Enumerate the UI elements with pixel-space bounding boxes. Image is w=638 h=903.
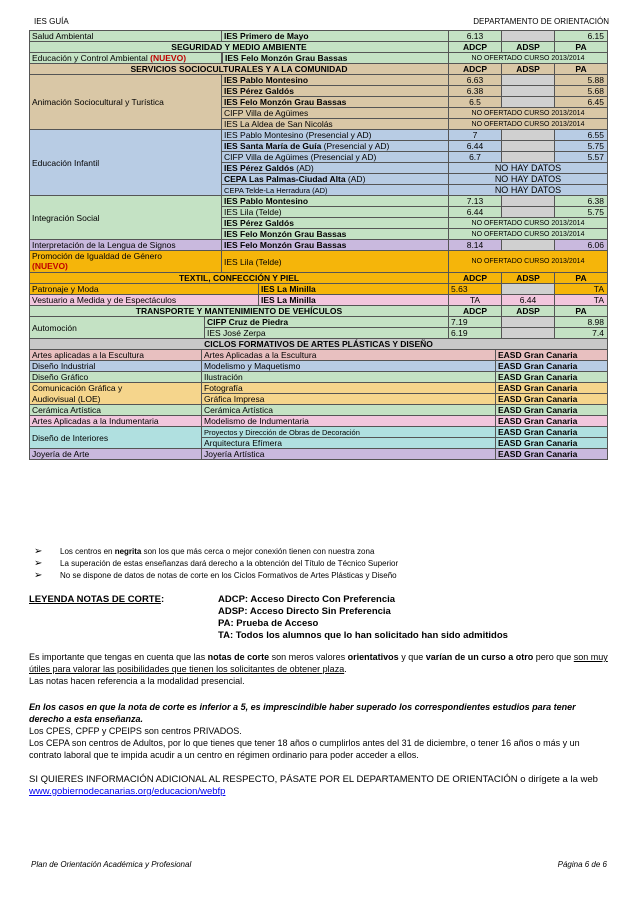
cycle-cell: Gráfica Impresa	[202, 394, 496, 405]
paragraph-info: SI QUIERES INFORMACIÓN ADICIONAL AL RESPECTO, PÁSATE POR EL DEPARTAMENTO DE ORIENTACIÓN o dirígete a la web www.gobiernodecanarias.org/educacion/webfp	[29, 774, 598, 797]
centre-cell: CIFP Cruz de Piedra	[205, 317, 449, 328]
family-cell: Diseño Gráfico	[30, 372, 202, 383]
centre-cell: CIFP Villa de Agüimes	[222, 108, 449, 119]
family-cell: Diseño de Interiores	[30, 427, 202, 449]
table-row	[30, 251, 608, 273]
adcp-cell: 6.44	[449, 207, 502, 218]
grades-table	[29, 30, 608, 460]
section-title: SEGURIDAD Y MEDIO AMBIENTE	[30, 42, 449, 53]
family-cell: Comunicación Gráfica y Audiovisual (LOE)	[30, 383, 202, 405]
adsp-cell	[502, 240, 555, 251]
centre-cell: IES Lila (Telde)	[222, 207, 449, 218]
adcp-cell: 6.5	[449, 97, 502, 108]
footer-left: Plan de Orientación Académica y Profesional	[31, 860, 192, 869]
note-cell: NO OFERTADO CURSO 2013/2014	[449, 229, 608, 240]
arrow-bullet-icon: ➢	[34, 546, 43, 557]
adcp-cell: 7.19	[449, 317, 502, 328]
webfp-link[interactable]: www.gobiernodecanarias.org/educacion/webfp	[29, 786, 226, 797]
table-row	[30, 295, 608, 306]
centre-cell: IES Primero de Mayo	[222, 31, 449, 42]
section-header	[30, 42, 608, 53]
nuevo-tag: (NUEVO)	[32, 261, 68, 271]
adcp-cell: 6.44	[449, 141, 502, 152]
header-left: IES GUÍA	[34, 17, 69, 26]
pa-cell: 8.98	[555, 317, 608, 328]
section-header	[30, 339, 608, 350]
centre-cell: CEPA Telde-La Herradura (AD)	[222, 185, 449, 196]
adsp-cell	[502, 207, 555, 218]
centre-cell: IES José Zerpa	[205, 328, 449, 339]
adcp-cell: 6.7	[449, 152, 502, 163]
paragraph-requirements: En los casos en que la nota de corte es inferior a 5, es imprescindible haber superado los correspondientes estudios para tener derecho a esta enseñanza. Los CPES, CPFP y CPEIPS son centros PRIVADOS. Los CEPA son centros de Adultos, por lo que tienes que tener 18 años o cumplirlos antes del 31 de diciembre, o tener 16 años o más y un contrato laboral que te impida acudir a un centro en régimen ordinario para poder acceder a ellos.	[29, 702, 580, 760]
col-adcp: ADCP	[449, 273, 502, 284]
adcp-cell: 6.13	[449, 31, 502, 42]
note-cell: NO HAY DATOS	[449, 174, 608, 185]
animacion-block	[30, 75, 608, 130]
note-cell: NO HAY DATOS	[449, 163, 608, 174]
family-cell: Salud Ambiental	[30, 31, 222, 42]
note-cell: NO OFERTADO CURSO 2013/2014	[449, 251, 608, 273]
section-header	[30, 64, 608, 75]
centre-cell: EASD Gran Canaria	[496, 438, 608, 449]
col-pa: PA	[555, 42, 608, 53]
pa-cell: 7.4	[555, 328, 608, 339]
col-pa: PA	[555, 273, 608, 284]
adsp-cell	[502, 196, 555, 207]
adsp-cell: 6.44	[502, 295, 555, 306]
legend-title: LEYENDA NOTAS DE CORTE:	[29, 594, 165, 605]
centre-cell: IES Santa María de Guía (Presencial y AD)	[222, 141, 449, 152]
note-cell: NO HAY DATOS	[449, 185, 608, 196]
bullet-3: ➢ No se dispone de datos de notas de corte en los Ciclos Formativos de Artes Plásticas y Diseño	[34, 570, 397, 581]
pa-cell: 6.45	[555, 97, 608, 108]
cycle-cell: Arquitectura Efímera	[202, 438, 496, 449]
col-adsp: ADSP	[502, 306, 555, 317]
cycle-cell: Cerámica Artística	[202, 405, 496, 416]
family-cell: Artes Aplicadas a la Indumentaria	[30, 416, 202, 427]
note-cell: NO OFERTADO CURSO 2013/2014	[449, 53, 608, 64]
table-row	[30, 240, 608, 251]
pa-cell: 5.75	[555, 141, 608, 152]
family-cell: Animación Sociocultural y Turística	[30, 75, 222, 130]
adsp-cell	[502, 317, 555, 328]
centre-cell: EASD Gran Canaria	[496, 405, 608, 416]
pa-cell: 6.38	[555, 196, 608, 207]
pa-cell: TA	[555, 295, 608, 306]
centre-cell: IES La Aldea de San Nicolás	[222, 119, 449, 130]
col-adcp: ADCP	[449, 42, 502, 53]
centre-cell: IES Felo Monzón Grau Bassas	[222, 97, 449, 108]
integracion-block	[30, 196, 608, 240]
nuevo-tag: (NUEVO)	[150, 53, 187, 63]
cycle-cell: Proyectos y Dirección de Obras de Decoración	[202, 427, 496, 438]
art-block	[30, 350, 608, 460]
section-title: CICLOS FORMATIVOS DE ARTES PLÁSTICAS Y DISEÑO	[30, 339, 608, 350]
centre-cell: EASD Gran Canaria	[496, 416, 608, 427]
centre-cell: IES Lila (Telde)	[222, 251, 449, 273]
centre-cell: IES Pablo Montesino	[222, 196, 449, 207]
family-cell: Educación Infantil	[30, 130, 222, 196]
legend-list: ADCP: Acceso Directo Con Preferencia ADSP: Acceso Directo Sin Preferencia PA: Prueba de Acceso TA: Todos los alumnos que lo han solicitado han sido admitidos	[218, 594, 508, 641]
adsp-cell	[502, 328, 555, 339]
family-cell: Joyería de Arte	[30, 449, 202, 460]
centre-cell: EASD Gran Canaria	[496, 394, 608, 405]
family-cell: Cerámica Artística	[30, 405, 202, 416]
adsp-cell	[502, 97, 555, 108]
header-right: DEPARTAMENTO DE ORIENTACIÓN	[473, 17, 609, 26]
infantil-block	[30, 130, 608, 196]
automocion-block	[30, 317, 608, 339]
adsp-cell	[502, 86, 555, 97]
centre-cell: IES Pérez Galdós (AD)	[222, 163, 449, 174]
col-adcp: ADCP	[449, 64, 502, 75]
adcp-cell: 7.13	[449, 196, 502, 207]
family-cell: Automoción	[30, 317, 205, 339]
adsp-cell	[502, 284, 555, 295]
pa-cell: 6.55	[555, 130, 608, 141]
bullet-1: ➢ Los centros en negrita son los que más cerca o mejor conexión tienen con nuestra zona	[34, 546, 375, 557]
col-pa: PA	[555, 64, 608, 75]
pa-cell: 5.88	[555, 75, 608, 86]
adsp-cell	[502, 130, 555, 141]
pa-cell: 5.75	[555, 207, 608, 218]
footer-page: Página 6 de 6	[557, 860, 607, 869]
family-cell: Integración Social	[30, 196, 222, 240]
cycle-cell: Fotografía	[202, 383, 496, 394]
pa-cell: 5.57	[555, 152, 608, 163]
family-cell: Educación y Control Ambiental (NUEVO)	[30, 53, 222, 64]
paragraph-notes: Es importante que tengas en cuenta que las notas de corte son meros valores orientativos y que varían de un curso a otro pero que son muy útiles para valorar las posibilidades que tienen los solicitantes de obtener plaza. Las notas hacen referencia a la modalidad presencial.	[29, 652, 608, 686]
centre-cell: IES Felo Monzón Grau Bassas	[222, 53, 449, 64]
adsp-cell	[502, 31, 555, 42]
family-cell: Interpretación de la Lengua de Signos	[30, 240, 222, 251]
adcp-cell: 6.38	[449, 86, 502, 97]
note-cell: NO OFERTADO CURSO 2013/2014	[449, 119, 608, 130]
section-title: SERVICIOS SOCIOCULTURALES Y A LA COMUNIDAD	[30, 64, 449, 75]
centre-cell: EASD Gran Canaria	[496, 372, 608, 383]
adcp-cell: 7	[449, 130, 502, 141]
family-cell: Vestuario a Medida y de Espectáculos	[30, 295, 259, 306]
centre-cell: CEPA Las Palmas-Ciudad Alta (AD)	[222, 174, 449, 185]
adsp-cell	[502, 152, 555, 163]
adsp-cell	[502, 141, 555, 152]
adcp-cell: 8.14	[449, 240, 502, 251]
cycle-cell: Modelismo y Maquetismo	[202, 361, 496, 372]
family-cell: Promoción de Igualdad de Género (NUEVO)	[30, 251, 222, 273]
centre-cell: IES Felo Monzón Grau Bassas	[222, 240, 449, 251]
note-cell: NO OFERTADO CURSO 2013/2014	[449, 108, 608, 119]
centre-cell: EASD Gran Canaria	[496, 449, 608, 460]
col-pa: PA	[555, 306, 608, 317]
section-title: TRANSPORTE Y MANTENIMIENTO DE VEHÍCULOS	[30, 306, 449, 317]
centre-cell: IES Felo Monzón Grau Bassas	[222, 229, 449, 240]
arrow-bullet-icon: ➢	[34, 558, 43, 569]
centre-cell: EASD Gran Canaria	[496, 361, 608, 372]
adcp-cell: 6.63	[449, 75, 502, 86]
pa-cell: 6.06	[555, 240, 608, 251]
pa-cell: 5.68	[555, 86, 608, 97]
family-cell: Diseño Industrial	[30, 361, 202, 372]
pa-cell: 6.15	[555, 31, 608, 42]
centre-cell: IES La Minilla	[259, 284, 449, 295]
section-header	[30, 306, 608, 317]
section-title: TEXTIL, CONFECCIÓN Y PIEL	[30, 273, 449, 284]
centre-cell: CIFP Villa de Agüimes (Presencial y AD)	[222, 152, 449, 163]
table-row	[30, 31, 608, 42]
section-header	[30, 273, 608, 284]
col-adcp: ADCP	[449, 306, 502, 317]
centre-cell: EASD Gran Canaria	[496, 427, 608, 438]
col-adsp: ADSP	[502, 42, 555, 53]
family-cell: Artes aplicadas a la Escultura	[30, 350, 202, 361]
centre-cell: IES La Minilla	[259, 295, 449, 306]
family-cell: Patronaje y Moda	[30, 284, 259, 295]
bullet-2: ➢ La superación de estas enseñanzas dará derecho a la obtención del Título de Técnico Superior	[34, 558, 399, 569]
cycle-cell: Modelismo de Indumentaria	[202, 416, 496, 427]
table-row	[30, 284, 608, 295]
adcp-cell: TA	[449, 295, 502, 306]
cycle-cell: Ilustración	[202, 372, 496, 383]
arrow-bullet-icon: ➢	[34, 570, 43, 581]
centre-cell: EASD Gran Canaria	[496, 383, 608, 394]
cycle-cell: Joyería Artística	[202, 449, 496, 460]
centre-cell: IES Pérez Galdós	[222, 86, 449, 97]
adsp-cell	[502, 75, 555, 86]
centre-cell: IES Pérez Galdós	[222, 218, 449, 229]
pa-cell: TA	[555, 284, 608, 295]
col-adsp: ADSP	[502, 273, 555, 284]
centre-cell: IES Pablo Montesino (Presencial y AD)	[222, 130, 449, 141]
table-row	[30, 53, 608, 64]
centre-cell: IES Pablo Montesino	[222, 75, 449, 86]
cycle-cell: Artes Aplicadas a la Escultura	[202, 350, 496, 361]
col-adsp: ADSP	[502, 64, 555, 75]
adcp-cell: 6.19	[449, 328, 502, 339]
note-cell: NO OFERTADO CURSO 2013/2014	[449, 218, 608, 229]
centre-cell: EASD Gran Canaria	[496, 350, 608, 361]
adcp-cell: 5.63	[449, 284, 502, 295]
